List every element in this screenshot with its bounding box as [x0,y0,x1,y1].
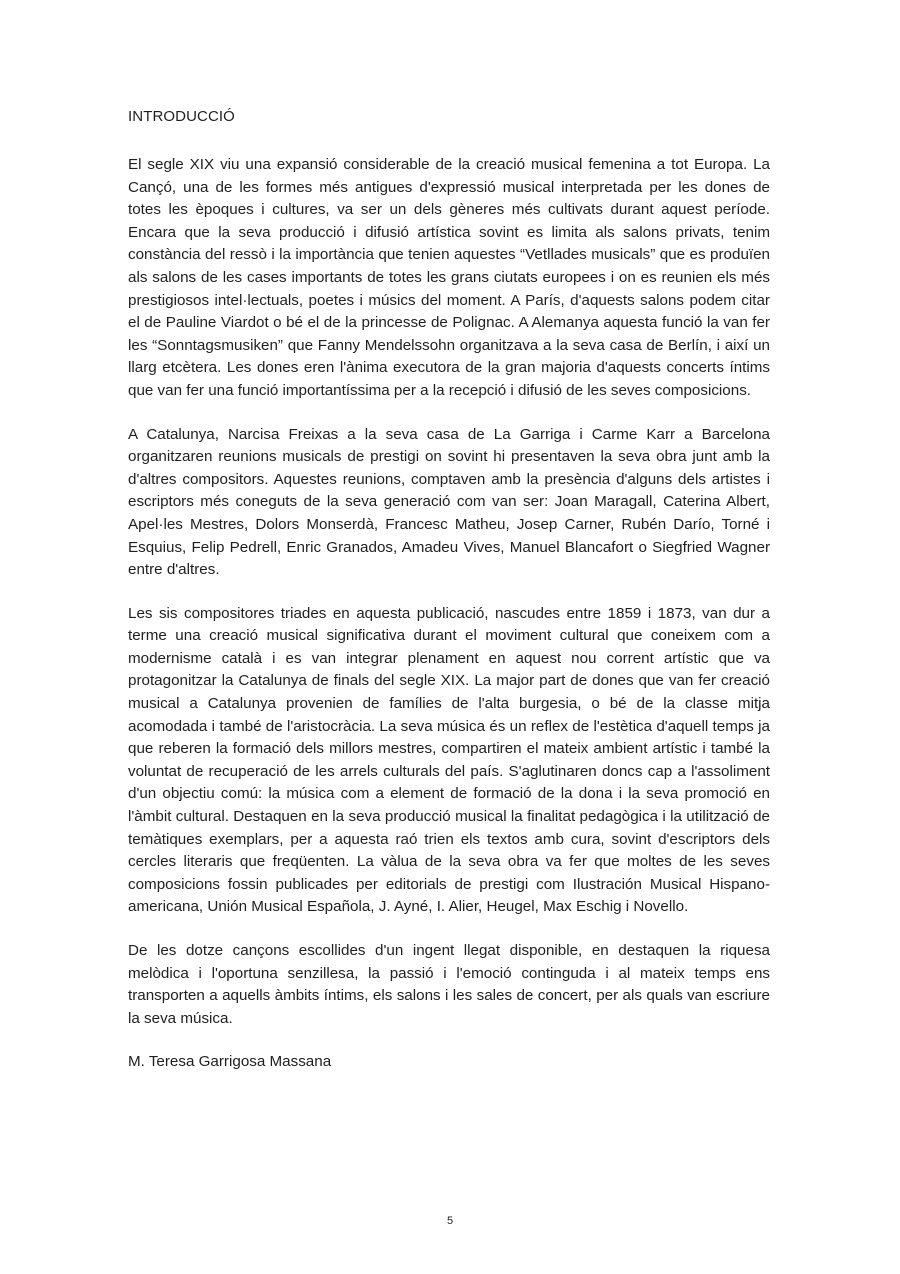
author-signature: M. Teresa Garrigosa Massana [128,1053,332,1071]
paragraph-3: Les sis compositores triades en aquesta publicació, nascudes entre 1859 i 1873, van dur a terme una creació musical significativa durant el moviment cultural que coneixem com a modernisme català i es van integrar plenament en aquest nou corrent artístic que va protagonitzar la Catalunya de finals del segle XIX. La major part de dones que van fer creació musical a Catalunya provenien de famílies de l'alta burgesia, o bé de la classe mitja acomodada i també de l'aristocràcia. La seva música és un reflex de l'estètica d'aquell temps ja que reberen la formació dels millors mestres, compartiren el mateix ambient artístic i també la voluntat de recuperació de les arrels culturals del país. S'aglutinaren doncs cap a l'assoliment d'un objectiu comú: la música com a element de formació de la dona i la seva promoció en l'àmbit cultural. Destaquen en la seva producció musical la finalitat pedagògica i la utilització de temàtiques exemplars, per a aquesta raó trien els textos amb cura, sovint d'escriptors dels cercles literaris que freqüenten. La vàlua de la seva obra va fer que moltes de les seves composicions fossin publicades per editorials de prestigi com Ilustración Musical Hispano-americana, Unión Musical Española, J. Ayné, I. Alier, Heugel, Max Eschig i Novello. [128,604,770,916]
paragraph-1: El segle XIX viu una expansió considerable de la creació musical femenina a tot Europa. La Cançó, una de les formes més antigues d'expressió musical interpretada per les dones de totes les èpoques i cultures, va ser un dels gèneres més cultivats durant aquest període. Encara que la seva producció i difusió artística sovint es limita als salons privats, tenim constància del ressò i la importància que tenien aquestes “Vetllades musicals” que es produïen als salons de les cases importants de totes les grans ciutats europees i on es reunien els més prestigiosos intel·lectuals, poetes i músics del moment. A París, d'aquests salons podem citar el de Pauline Viardot o bé el de la princesse de Polignac. A Alemanya aquesta funció la van fer les “Sonntagsmusiken” que Fanny Mendelssohn organitzava a la seva casa de Berlín, i així un llarg etcètera. Les dones eren l'ànima executora de la gran majoria d'aquests concerts íntims que van fer una funció importantíssima per a la recepció i difusió de les seves composicions. [128,156,770,399]
section-heading: INTRODUCCIÓ [128,108,235,125]
document-body [128,106,770,1073]
paragraph-4: De les dotze cançons escollides d'un ingent llegat disponible, en destaquen la riquesa melòdica i l'oportuna senzillesa, la passió i l'emoció continguda i al mateix temps ens transporten a aquells àmbits íntims, els salons i les sales de concert, per als quals van escriure la seva música. [128,942,770,1027]
page-number: 5 [446,1215,454,1227]
paragraph-2: A Catalunya, Narcisa Freixas a la seva casa de La Garriga i Carme Karr a Barcelona organitzaren reunions musicals de prestigi on sovint hi presentaven la seva obra junt amb la d'altres compositors. Aquestes reunions, comptaven amb la presència d'alguns dels artistes i escriptors més coneguts de la seva generació com van ser: Joan Maragall, Caterina Albert, Apel·les Mestres, Dolors Monserdà, Francesc Matheu, Josep Carner, Rubén Darío, Torné i Esquius, Felip Pedrell, Enric Granados, Amadeu Vives, Manuel Blancafort o Siegfried Wagner entre d'altres. [128,425,770,579]
